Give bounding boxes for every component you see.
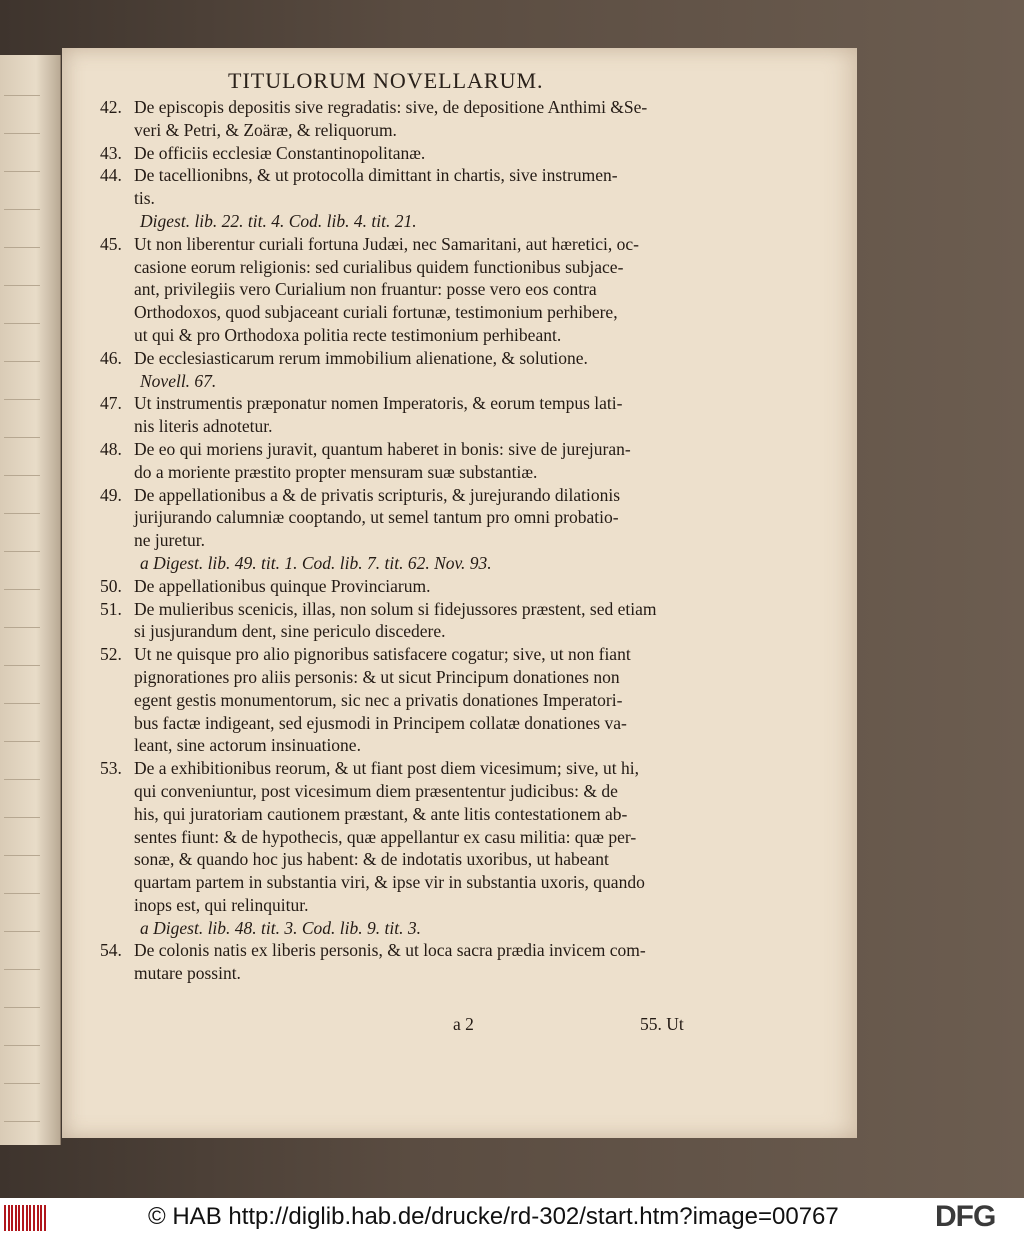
entry-line: De appellationibus quinque Provinciarum. [134, 575, 431, 596]
entry-text [134, 643, 710, 757]
page-edge-line [4, 133, 40, 134]
title-entry [100, 96, 710, 142]
title-entry [100, 939, 710, 985]
entry-line: inops est, qui relinquitur. [134, 894, 309, 915]
dfg-logo: DFG [935, 1200, 996, 1233]
running-header: TITULORUM NOVELLARUM. [228, 68, 544, 93]
entry-text [134, 233, 710, 347]
barcode-stripe [26, 1205, 28, 1231]
hab-barcode-icon [4, 1205, 48, 1231]
page-edge-line [4, 1007, 40, 1008]
entry-line: Ut instrumentis præponatur nomen Imperatoris, & eorum tempus lati- [134, 393, 623, 414]
entry-number: 49. [100, 484, 122, 505]
barcode-stripe [11, 1205, 13, 1231]
entry-reference: Novell. 67. [140, 370, 217, 391]
entry-line: sonæ, & quando hoc jus habent: & de indotatis uxoribus, ut habeant [134, 849, 609, 870]
entry-number: 48. [100, 438, 122, 459]
entry-number: 50. [100, 575, 122, 596]
entry-text [134, 575, 710, 598]
entry-line: De appellationibus a & de privatis scripturis, & jurejurando dilationis [134, 484, 621, 505]
entry-line: De colonis natis ex liberis personis, & ut loca sacra prædia invicem com- [134, 940, 646, 961]
entry-text [134, 164, 710, 232]
page-edge-line [4, 323, 40, 324]
entry-reference: a Digest. lib. 48. tit. 3. Cod. lib. 9. tit. 3. [140, 917, 421, 938]
barcode-stripe [29, 1205, 31, 1231]
page-edge-line [4, 855, 40, 856]
page-edge-line [4, 779, 40, 780]
entry-line: De mulieribus scenicis, illas, non solum si fidejussores præstent, sed etiam [134, 598, 657, 619]
page-edge-line [4, 551, 40, 552]
page-edge-line [4, 893, 40, 894]
barcode-stripe [8, 1205, 10, 1231]
barcode-stripe [37, 1205, 39, 1231]
entry-line: ut qui & pro Orthodoxa politia recte testimonium perhibeant. [134, 324, 562, 345]
page-edge-line [4, 475, 40, 476]
page-edge-line [4, 285, 40, 286]
entry-number: 45. [100, 233, 122, 254]
title-entry [100, 142, 710, 165]
page-edge-line [4, 703, 40, 704]
barcode-stripe [18, 1205, 20, 1231]
entry-text [134, 347, 710, 393]
entry-text [134, 142, 710, 165]
title-entry [100, 484, 710, 575]
title-entry [100, 643, 710, 757]
page-edge-line [4, 741, 40, 742]
page-edge-line [4, 399, 40, 400]
entry-line: De officiis ecclesiæ Constantinopolitanæ. [134, 142, 426, 163]
entry-line: ne juretur. [134, 530, 205, 551]
catchword: 55. Ut [640, 1014, 684, 1034]
title-entry [100, 164, 710, 232]
entry-line: De tacellionibns, & ut protocolla dimittant in chartis, sive instrumen- [134, 165, 618, 186]
entry-line: bus factæ indigeant, sed ejusmodi in Principem collatæ donationes va- [134, 712, 627, 733]
page-edge-line [4, 1045, 40, 1046]
barcode-stripe [15, 1205, 17, 1231]
entry-line: ant, privilegiis vero Curialium non fruantur: posse vero eos contra [134, 279, 597, 300]
entry-line: sentes fiunt: & de hypothecis, quæ appellantur ex casu militia: quæ per- [134, 826, 637, 847]
page-edge-line [4, 665, 40, 666]
entry-number: 54. [100, 940, 122, 961]
title-entry [100, 233, 710, 347]
entry-line: pignorationes pro aliis personis: & ut sicut Principum donationes non [134, 666, 620, 687]
page-edge-line [4, 1121, 40, 1122]
title-entry [100, 347, 710, 393]
entry-number: 47. [100, 393, 122, 414]
entry-line: mutare possint. [134, 963, 241, 984]
entry-text [134, 484, 710, 575]
page-edge-line [4, 627, 40, 628]
entry-line: De eo qui moriens juravit, quantum haberet in bonis: sive de jurejuran- [134, 438, 631, 459]
entry-line: nis literis adnotetur. [134, 416, 273, 437]
title-entry [100, 575, 710, 598]
entry-line: Ut non liberentur curiali fortuna Judæi, nec Samaritani, aut hæretici, oc- [134, 233, 639, 254]
page-edge-line [4, 437, 40, 438]
barcode-stripe [4, 1205, 6, 1231]
page-edge-line [4, 1083, 40, 1084]
entry-text [134, 438, 710, 484]
entry-text [134, 598, 710, 644]
entry-line: jurijurando calumniæ cooptando, ut semel tantum pro omni probatio- [134, 507, 619, 528]
entry-number: 52. [100, 644, 122, 665]
entry-reference: a Digest. lib. 49. tit. 1. Cod. lib. 7. tit. 62. Nov. 93. [140, 552, 492, 573]
entry-reference: Digest. lib. 22. tit. 4. Cod. lib. 4. tit. 21. [140, 210, 417, 231]
page-edge-line [4, 209, 40, 210]
page-edge-line [4, 171, 40, 172]
entry-number: 46. [100, 347, 122, 368]
title-entry [100, 392, 710, 438]
title-entry [100, 757, 710, 939]
entry-number: 53. [100, 758, 122, 779]
page-edge-line [4, 513, 40, 514]
viewer-footer-bar [0, 1198, 1024, 1238]
title-entry [100, 598, 710, 644]
page-edge-line [4, 95, 40, 96]
entry-line: casione eorum religionis: sed curialibus quidem functionibus subjace- [134, 256, 624, 277]
entry-line: Orthodoxos, quod subjaceant curiali fortunæ, testimonium perhibere, [134, 302, 618, 323]
entry-line: his, qui juratoriam cautionem præstant, & ante litis contestationem ab- [134, 803, 628, 824]
entry-line: do a moriente præstito propter mensuram suæ substantiæ. [134, 461, 538, 482]
entry-number: 44. [100, 165, 122, 186]
page-edge-line [4, 931, 40, 932]
barcode-stripe [22, 1205, 24, 1231]
entry-line: tis. [134, 188, 155, 209]
entry-line: De a exhibitionibus reorum, & ut fiant post diem vicesimum; sive, ut hi, [134, 758, 639, 779]
entry-text [134, 757, 710, 939]
entry-line: si jusjurandum dent, sine periculo discedere. [134, 621, 446, 642]
signature-mark: a 2 [453, 1014, 474, 1034]
entry-line: qui conveniuntur, post vicesimum diem præsententur judicibus: & de [134, 780, 618, 801]
entry-text [134, 392, 710, 438]
entry-number: 43. [100, 142, 122, 163]
entry-line: De episcopis depositis sive regradatis: sive, de depositione Anthimi &Se- [134, 97, 648, 117]
barcode-stripe [44, 1205, 46, 1231]
entry-line: veri & Petri, & Zoäræ, & reliquorum. [134, 119, 397, 140]
entry-line: Ut ne quisque pro alio pignoribus satisfacere cogatur; sive, ut non fiant [134, 644, 631, 665]
barcode-stripe [40, 1205, 42, 1231]
entries-list [100, 96, 710, 985]
entry-line: leant, sine actorum insinuatione. [134, 735, 361, 756]
entry-number: 51. [100, 598, 122, 619]
entry-line: De ecclesiasticarum rerum immobilium alienatione, & solutione. [134, 347, 588, 368]
entry-number: 42. [100, 97, 122, 117]
entry-text [134, 96, 710, 142]
entry-line: quartam partem in substantia viri, & ipse vir in substantia uxoris, quando [134, 872, 645, 893]
barcode-stripe [33, 1205, 35, 1231]
left-page-edges [0, 55, 61, 1145]
page-edge-line [4, 247, 40, 248]
page-edge-line [4, 969, 40, 970]
page-edge-line [4, 589, 40, 590]
page-edge-line [4, 361, 40, 362]
page-edge-line [4, 817, 40, 818]
entry-text [134, 939, 710, 985]
copyright-link[interactable]: © HAB http://diglib.hab.de/drucke/rd-302/start.htm?image=00767 [148, 1203, 839, 1230]
title-entry [100, 438, 710, 484]
entry-line: egent gestis monumentorum, sic nec a privatis donationes Imperatori- [134, 689, 623, 710]
